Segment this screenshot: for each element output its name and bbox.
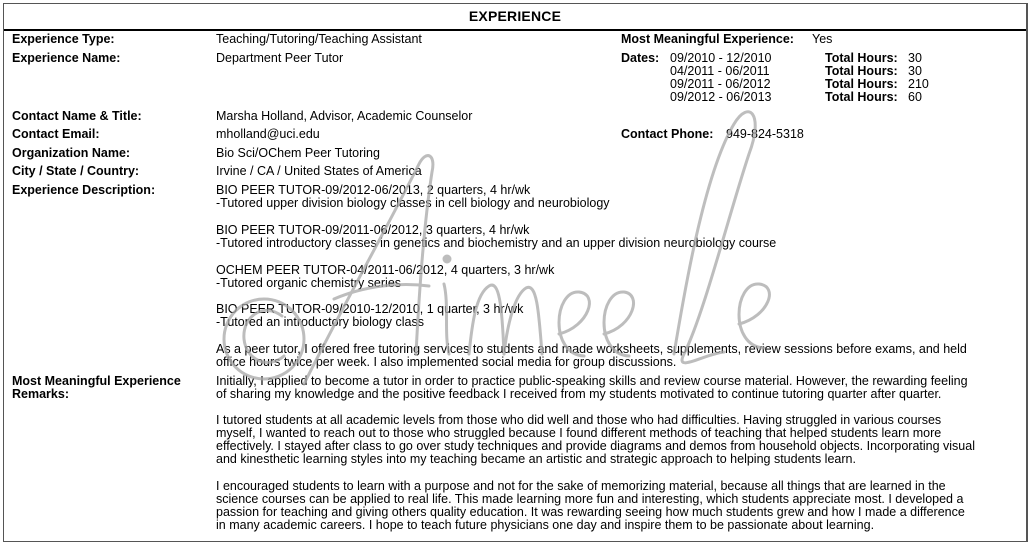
section-title: EXPERIENCE bbox=[4, 4, 1026, 31]
contact-email-value: mholland@uci.edu bbox=[216, 127, 320, 141]
total-hours-value: 30 bbox=[908, 51, 922, 65]
contact-email-label: Contact Email: bbox=[12, 127, 100, 141]
most-meaningful-label: Most Meaningful Experience: bbox=[621, 32, 794, 46]
date-range: 09/2010 - 12/2010 bbox=[670, 51, 772, 65]
description-paragraph: As a peer tutor, I offered free tutoring services to students and made worksheets, supplements, review sessions before exams, and held office hours twice per week. I also implemented social media for group discussions. bbox=[216, 342, 967, 369]
total-hours-value: 60 bbox=[908, 90, 922, 104]
contact-name-value: Marsha Holland, Advisor, Academic Counselor bbox=[216, 109, 473, 123]
experience-type-label: Experience Type: bbox=[12, 32, 115, 46]
contact-name-label: Contact Name & Title: bbox=[12, 109, 142, 123]
date-range: 09/2011 - 06/2012 bbox=[670, 77, 771, 91]
description-paragraph: OCHEM PEER TUTOR-04/2011-06/2012, 4 quarters, 3 hr/wk -Tutored organic chemistry series bbox=[216, 263, 555, 290]
description-paragraph: BIO PEER TUTOR-09/2010-12/2010, 1 quarter, 3 hr/wk -Tutored an introductory biology class bbox=[216, 302, 524, 329]
contact-phone-value: 949-824-5318 bbox=[726, 127, 804, 141]
description-label: Experience Description: bbox=[12, 183, 156, 197]
location-value: Irvine / CA / United States of America bbox=[216, 164, 422, 178]
total-hours-value: 210 bbox=[908, 77, 929, 91]
total-hours-label: Total Hours: bbox=[825, 51, 898, 65]
experience-name-label: Experience Name: bbox=[12, 51, 121, 65]
remarks-paragraph: I encouraged students to learn with a purpose and not for the sake of memorizing material, because all things that are learned in the science courses can be applied to real life. This made learning more fun and interesting, which students appreciate most. I developed a passion for teaching and giving others quality education. It was rewarding seeing how much students grew and how I made a difference in many academic careers. I hope to teach future physicians one day and inspire them to be passionate about learning. bbox=[216, 479, 965, 532]
most-meaningful-value: Yes bbox=[812, 32, 833, 46]
description-paragraph: BIO PEER TUTOR-09/2012-06/2013, 2 quarters, 4 hr/wk -Tutored upper division biology classes in cell biology and neurobiology bbox=[216, 183, 610, 210]
organization-label: Organization Name: bbox=[12, 146, 131, 160]
date-range: 04/2011 - 06/2011 bbox=[670, 64, 770, 78]
experience-document bbox=[3, 3, 1028, 542]
total-hours-label: Total Hours: bbox=[825, 90, 898, 104]
remarks-label-line1: Most Meaningful Experience bbox=[12, 374, 181, 388]
location-label: City / State / Country: bbox=[12, 164, 140, 178]
remarks-label-line2: Remarks: bbox=[12, 387, 69, 401]
description-paragraph: BIO PEER TUTOR-09/2011-06/2012, 3 quarters, 4 hr/wk -Tutored introductory classes in genetics and biochemistry and an upper division neurobiology course bbox=[216, 223, 777, 250]
date-range: 09/2012 - 06/2013 bbox=[670, 90, 772, 104]
experience-type-value: Teaching/Tutoring/Teaching Assistant bbox=[216, 32, 422, 46]
organization-value: Bio Sci/OChem Peer Tutoring bbox=[216, 146, 380, 160]
experience-name-value: Department Peer Tutor bbox=[216, 51, 344, 65]
contact-phone-label: Contact Phone: bbox=[621, 127, 714, 141]
dates-label: Dates: bbox=[621, 51, 660, 65]
total-hours-value: 30 bbox=[908, 64, 922, 78]
total-hours-label: Total Hours: bbox=[825, 64, 898, 78]
remarks-paragraph: I tutored students at all academic levels from those who did well and those who had difficulties. Having struggled in various courses myself, I wanted to reach out to those who struggled because I found different methods of teaching that helped students learn more effectively. I stayed after class to go over study techniques and provide diagrams and demos from household objects. Incorporating visual and kinesthetic learning styles into my teaching became an artistic and strategic approach to helping students learn. bbox=[216, 413, 975, 466]
total-hours-label: Total Hours: bbox=[825, 77, 898, 91]
remarks-paragraph: Initially, I applied to become a tutor in order to practice public-speaking skills and review course material. However, the rewarding feeling of sharing my knowledge and the positive feedback I received from my students motivated to continue tutoring quarter after quarter. bbox=[216, 374, 968, 401]
